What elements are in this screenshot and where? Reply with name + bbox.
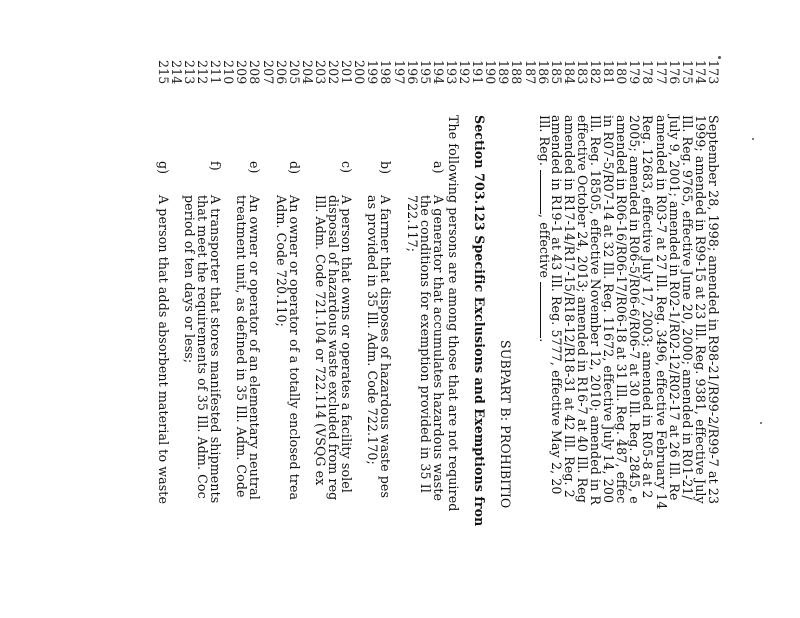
line-number: 176 <box>666 60 682 85</box>
list-item-line: as provided in 35 Ill. Adm. Code 722.170; <box>365 195 381 465</box>
list-item-marker: b) <box>378 161 394 175</box>
line-number: 203 <box>313 60 328 85</box>
line-number: 195 <box>417 60 433 85</box>
line-number: 204 <box>299 60 315 85</box>
list-item-marker: c) <box>339 161 355 174</box>
line-number: 200 <box>352 60 368 85</box>
list-item-marker: a) <box>430 161 446 174</box>
rotated-text-block <box>100 60 720 618</box>
line-number: 213 <box>182 60 197 85</box>
history-note-line: amended in R19-1 at 43 Ill. Reg. 5777, effective May 2, 20 <box>548 115 564 495</box>
intro-text: The following persons are among those that are not required <box>446 115 461 512</box>
section-heading: Section 703.123 Specific Exclusions and Exemptions fron <box>472 115 487 527</box>
line-number: 194 <box>430 60 446 85</box>
list-item-marker: d) <box>286 161 302 175</box>
list-item-line: A transporter that stores manifested shipments <box>208 195 224 504</box>
line-number: 193 <box>444 60 459 85</box>
line-number: 177 <box>653 60 669 85</box>
line-number: 206 <box>273 60 289 85</box>
line-number: 197 <box>391 60 407 85</box>
list-item-line: the conditions for exemption provided in 35 Il <box>417 195 433 493</box>
line-number: 205 <box>286 60 302 85</box>
subpart-heading: SUBPART B: PROHIBITIO <box>498 340 513 509</box>
history-note-line: 2005; amended in R06-5/R06-6/R06-7 at 30 Ill. Reg. 2845, e <box>627 115 643 504</box>
line-number: 174 <box>692 60 708 85</box>
line-number: 199 <box>365 60 381 85</box>
line-number: 189 <box>496 60 512 85</box>
line-number: 190 <box>483 60 499 85</box>
line-number: 175 <box>679 60 695 85</box>
list-item-line: that meet the requirements of 35 Ill. Adm. Coc <box>195 195 211 499</box>
history-note-line: Ill. Reg. 18505, effective November 12, 2010; amended in R <box>588 115 604 506</box>
history-note-line: Reg. 12683, effective July 17, 2003; amended in R05-8 at 2 <box>640 115 656 499</box>
list-item-line: treatment unit, as defined in 35 Ill. Adm. Code <box>234 195 250 498</box>
history-note-tail: Ill. Reg. , effective . <box>537 115 552 343</box>
line-number: 184 <box>561 60 577 85</box>
line-number: 191 <box>470 60 486 85</box>
list-item-line: 722.117; <box>404 195 420 253</box>
line-number: 207 <box>260 60 276 85</box>
line-number: 187 <box>522 60 538 85</box>
line-number: 182 <box>588 60 604 85</box>
line-number: 198 <box>378 60 394 85</box>
line-number: 183 <box>575 60 590 85</box>
history-note-line: Ill. Reg. 9765, effective June 20, 2000; amended in R01-21/ <box>679 115 695 500</box>
history-note-line: in R07-5/R07-14 at 32 Ill. Reg. 11672, effective July 14, 200 <box>601 115 617 504</box>
scan-speck <box>718 56 721 59</box>
list-item-line: Ill. Adm. Code 721.104 or 722.114 (VSQG ex <box>313 195 328 486</box>
scan-speck <box>752 138 754 140</box>
history-note-line: amended in R06-16/R06-17/R06-18 at 31 Ill. Reg. 487, effec <box>614 115 630 504</box>
line-number: 201 <box>339 60 355 85</box>
history-note-line: amended in R17-14/R17-15/R18-12/R18-31 at 42 Ill. Reg. 2 <box>561 115 577 498</box>
history-note-line: July 9, 2001; amended in R02-1/R02-12/R02-17 at 26 Ill. Re <box>666 115 682 501</box>
line-number: 212 <box>195 60 211 85</box>
list-item-marker: f) <box>208 161 224 171</box>
line-number: 186 <box>535 60 551 85</box>
line-number: 208 <box>247 60 263 85</box>
list-item-line: An owner or operator of a totally enclosed trea <box>286 195 302 501</box>
line-number: 214 <box>168 60 184 85</box>
list-item-line: A person that owns or operates a facility solel <box>339 195 355 493</box>
history-note-line: 1999; amended in R99-15 at 23 Ill. Reg. 9381, effective July <box>692 115 708 504</box>
list-item-line: period of ten days or less; <box>182 195 197 364</box>
line-number: 196 <box>404 60 420 85</box>
list-item-line: A generator that accumulates hazardous waste <box>430 195 446 502</box>
list-item-line: disposal of hazardous waste excluded from reg <box>326 195 342 501</box>
history-note-line: amended in R03-7 at 27 Ill. Reg. 3496, effective February 14 <box>653 115 669 510</box>
list-item-marker: e) <box>247 161 263 174</box>
line-number: 178 <box>640 60 656 85</box>
list-item-line: A farmer that disposes of hazardous waste pes <box>378 195 394 499</box>
line-number: 185 <box>548 60 564 85</box>
list-item-marker: g) <box>155 161 171 175</box>
history-note-line: effective October 24, 2013; amended in R16-7 at 40 Ill. Reg <box>575 115 590 503</box>
scan-speck <box>760 422 762 424</box>
line-number: 209 <box>234 60 250 85</box>
line-number: 179 <box>627 60 643 85</box>
list-item-line: A person that adds absorbent material to waste <box>155 195 171 505</box>
line-number: 211 <box>208 60 224 85</box>
list-item-line: Adm. Code 720.110; <box>273 195 289 327</box>
line-number: 180 <box>614 60 630 85</box>
line-number: 173 <box>706 60 721 85</box>
line-number: 192 <box>457 60 473 85</box>
line-number: 202 <box>326 60 342 85</box>
history-note-line: September 28, 1998; amended in R98-21/R99-2/R99-7 at 23 <box>706 115 721 505</box>
line-number: 215 <box>155 60 171 85</box>
line-number: 188 <box>509 60 525 85</box>
line-number: 181 <box>601 60 617 85</box>
line-number: 210 <box>221 60 237 85</box>
list-item-line: An owner or operator of an elementary neutral <box>247 195 263 500</box>
